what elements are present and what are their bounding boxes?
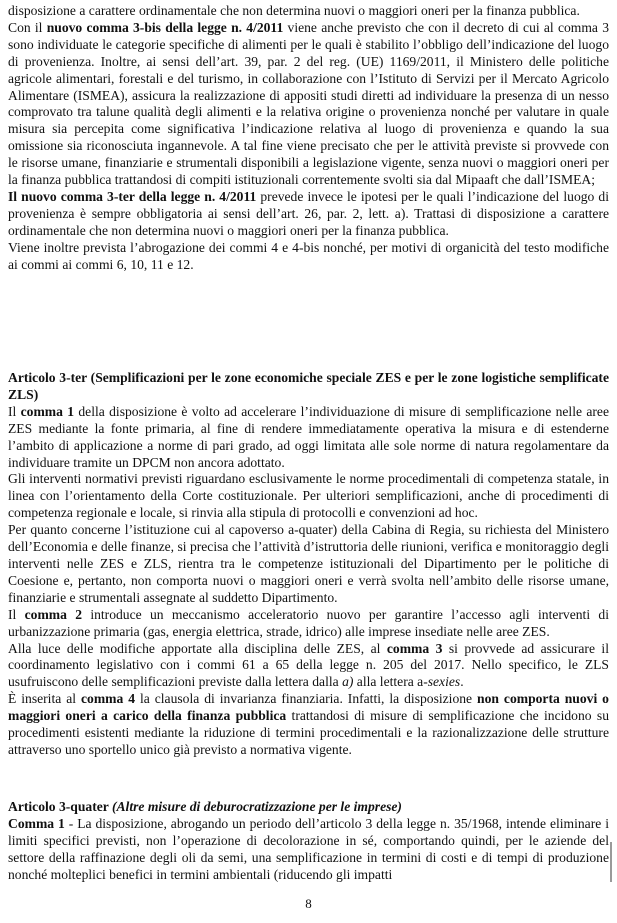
- emphasis-comma-2: comma 2: [24, 606, 83, 622]
- emphasis-comma-3bis: nuovo comma 3-bis della legge n. 4/2011: [46, 19, 284, 35]
- section-article-3quater: [8, 799, 609, 884]
- section-article-3ter: [8, 370, 609, 759]
- paragraph-comma-3ter: Il nuovo comma 3-ter della legge n. 4/2011 prevede invece le ipotesi per le quali l’indicazione del luogo di provenienza è sempre obbligatoria ai sensi dell’art. 26, par. 2, lett. a). Trattasi di disposizione a carattere ordinamentale che non determina nuovi o maggiori oneri per la finanza pubblica.: [8, 188, 609, 238]
- section-article-3bis-continuation: [8, 3, 609, 274]
- paragraph-comma-1-quater: Comma 1 - La disposizione, abrogando un periodo dell’articolo 3 della legge n. 35/1968, intende eliminare i limiti specifici previsti, non l’operazione di decolorazione in sé, comportando quindi, per le aziende del settore della raffinazione degli oli da semi, una semplificazione in termini di costi e di tempi di produzione nonché molteplici benefici in termini ambientali (riducendo gli impatti: [8, 815, 609, 882]
- paragraph-1: disposizione a carattere ordinamentale che non determina nuovi o maggiori oneri per la finanza pubblica.: [8, 3, 580, 18]
- paragraph-abrogazione: Viene inoltre prevista l’abrogazione dei commi 4 e 4-bis nonché, per motivi di organicità del testo modifiche ai commi ai commi 6, 10, 11 e 12.: [8, 239, 609, 272]
- paragraph-comma-4: È inserita al comma 4 la clausola di invarianza finanziaria. Infatti, la disposizione non comporta nuovi o maggiori oneri a carico della finanza pubblica trattandosi di misure di semplificazione che incidono su procedimenti esistenti mediante la riduzione di termini procedimentali e la razionalizzazione delle strutture attraverso uno sportello unico già previsto a normativa vigente.: [8, 691, 609, 757]
- emphasis-comma-3: comma 3: [386, 640, 443, 656]
- paragraph-comma-3: Alla luce delle modifiche apportate alla disciplina delle ZES, al comma 3 si provvede ad assicurare il coordinamento legislativo con i commi 61 a 65 della legge n. 205 del 2017. Nello specifico, le ZLS usufruiscono delle semplificazioni previste dalla lettera dalla a) alla lettera a-sexies.: [8, 640, 609, 690]
- heading-article-3ter: Articolo 3-ter (Semplificazioni per le zone economiche speciale ZES e per le zone logistiche semplificate ZLS): [8, 370, 609, 402]
- emphasis-comma-1-quater: Comma 1: [8, 815, 65, 831]
- paragraph-comma-3bis: Con il nuovo comma 3-bis della legge n. 4/2011 viene anche previsto che con il decreto di cui al comma 3 sono individuate le categorie specifiche di alimenti per le quali è stabilito l’obbligo dell’indicazione del luogo di provenienza. Inoltre, ai sensi dell’art. 39, par. 2 del reg. (UE) 1169/2011, il Ministero delle politiche agricole alimentari, forestali e del turismo, in collaborazione con l’Istituto di Servizi per il Mercato Agricolo Alimentare (ISMEA), assicura la realizzazione di appositi studi diretti ad individuare la presenza di un nesso comprovato tra talune qualità degli alimenti e la relativa origine o provenienza nonché per valutare in quale misura sia percepita come significativa l’indicazione relativa al luogo di provenienza e quando la sua omissione sia riconosciuta ingannevole. A tal fine viene precisato che per le attività previste si provvede con le risorse umane, finanziarie e strumentali disponibili a legislazione vigente, senza nuovi o maggiori oneri per la finanza pubblica trattandosi di compiti istituzionali correntemente svolti sia dal Mipaaft che dall’ISMEA;: [8, 19, 609, 188]
- paragraph-comma-1: Il comma 1 della disposizione è volto ad accelerare l’individuazione di misure di semplificazione nelle aree ZES mediante la fonte primaria, al fine di rendere immediatamente operativa la misura e di estenderne l’ambito di applicazione a norme di pari grado, ad oggi limitata alle sole norme di natura regolamentare da individuare tramite un DPCM non ancora adottato.: [8, 403, 609, 470]
- scan-artifact: [610, 842, 612, 882]
- emphasis-comma-4: comma 4: [81, 691, 136, 707]
- page-number: 8: [305, 896, 312, 911]
- emphasis-comma-3ter: Il nuovo comma 3-ter della legge n. 4/2011: [8, 188, 257, 204]
- paragraph-comma-2: Il comma 2 introduce un meccanismo acceleratorio nuovo per garantire l’accesso agli interventi di urbanizzazione primaria (gas, energia elettrica, strade, idrico) alle imprese insediate nelle aree ZES.: [8, 606, 609, 639]
- heading-article-3quater: Articolo 3-quater (Altre misure di deburocratizzazione per le imprese): [8, 799, 402, 814]
- paragraph-cabina-di-regia: Per quanto concerne l’istituzione cui al capoverso a-quater) della Cabina di Regia, su richiesta del Ministero dell’Economia e delle finanze, si precisa che l’attività d’istruttoria delle riunioni, verifica e monitoraggio degli interventi nelle ZES e ZLS, rientra tra le competenze istituzionali del Dipartimento per le politiche di Coesione e, pertanto, non comporta nuovi o maggiori oneri e verrà svolta nell’ambito delle risorse umane, finanziarie e strumentali assegnate al suddetto Dipartimento.: [8, 522, 609, 605]
- emphasis-invarianza: non comporta nuovi o maggiori oneri a carico della finanza pubblica: [8, 691, 609, 724]
- emphasis-comma-1: comma 1: [20, 403, 75, 419]
- paragraph-interventi-normativi: Gli interventi normativi previsti riguardano esclusivamente le norme procedimentali di competenza statale, in linea con l’orientamento della Corte costituzionale. Per ulteriori semplificazioni, anche di procedimenti di competenza regionale e locale, si rinvia alla stipula di protocolli e convenzioni ad hoc.: [8, 471, 609, 521]
